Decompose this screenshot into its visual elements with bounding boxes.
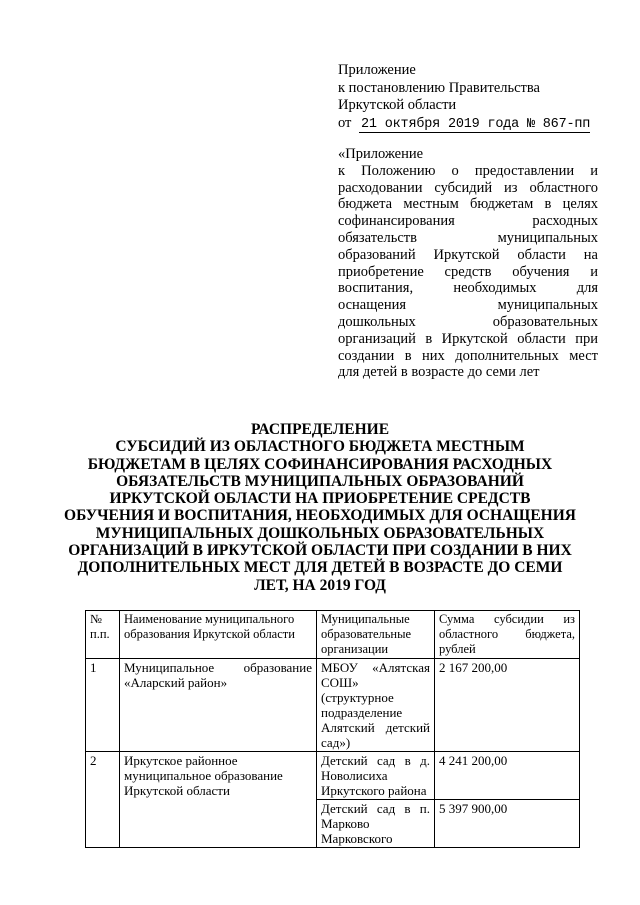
annex-line: дошкольных образовательных xyxy=(338,313,598,330)
row-sum: 2 167 200,00 xyxy=(435,659,580,752)
header-line: к постановлению Правительства xyxy=(338,79,540,96)
annex-line: обязательств муниципальных xyxy=(338,229,598,246)
annex-line: образований Иркутской области на xyxy=(338,246,598,263)
header-line: Иркутской области xyxy=(338,97,457,113)
subsidy-distribution-table xyxy=(85,610,580,848)
annex-line: бюджета местным бюджетам в целях xyxy=(338,196,598,213)
annex-line: приобретение средств обучения и xyxy=(338,263,598,280)
row-municipality: Иркутское районное муниципальное образование Иркутской области xyxy=(120,752,317,848)
annex-line: создании в них дополнительных мест xyxy=(338,347,598,364)
header-organizations: Муниципальные образовательные организации xyxy=(317,611,435,659)
row-sum: 5 397 900,00 xyxy=(435,800,580,848)
title-line: РАСПРЕДЕЛЕНИЕ xyxy=(250,421,390,438)
row-sum: 4 241 200,00 xyxy=(435,752,580,800)
title-line: ОРГАНИЗАЦИЙ В ИРКУТСКОЙ ОБЛАСТИ ПРИ СОЗДАНИИ В НИХ xyxy=(68,542,572,560)
table-row xyxy=(86,659,580,752)
header-num: № п.п. xyxy=(86,611,120,659)
annex-line: к Положению о предоставлении и xyxy=(338,162,598,179)
header-municipality: Наименование муниципального образования Иркутской области xyxy=(120,611,317,659)
annex-line: «Приложение xyxy=(338,146,424,162)
table-row xyxy=(86,752,580,800)
title-line: ЛЕТ, НА 2019 ГОД xyxy=(254,576,386,594)
annex-line: расходовании субсидий из областного xyxy=(338,179,598,196)
decree-date-value: 21 октября 2019 года № 867-пп xyxy=(361,116,591,132)
decree-date-line xyxy=(338,115,598,134)
row-organization: МБОУ «Алятская СОШ» (структурное подразделение Алятский детский сад») xyxy=(317,659,435,752)
document-title xyxy=(60,421,580,594)
annex-line: оснащения муниципальных xyxy=(338,297,598,314)
title-line: ОБУЧЕНИЯ И ВОСПИТАНИЯ, НЕОБХОДИМЫХ ДЛЯ ОСНАЩЕНИЯ xyxy=(64,507,576,525)
row-organization: Детский сад в п. Марково Марковского xyxy=(317,800,435,848)
header-subsidy-sum: Сумма субсидии из областного бюджета, рублей xyxy=(435,611,580,659)
table-header-row xyxy=(86,611,580,659)
row-num: 1 xyxy=(86,659,120,752)
header-line: Приложение xyxy=(338,62,416,78)
annex-line: организаций в Иркутской области при xyxy=(338,330,598,347)
title-line: СУБСИДИЙ ИЗ ОБЛАСТНОГО БЮДЖЕТА МЕСТНЫМ xyxy=(115,438,525,456)
annex-line: софинансирования расходных xyxy=(338,213,598,230)
row-municipality: Муниципальное образование «Аларский район» xyxy=(120,659,317,752)
title-line: БЮДЖЕТАМ В ЦЕЛЯХ СОФИНАНСИРОВАНИЯ РАСХОДНЫХ xyxy=(87,455,553,473)
annex-line: для детей в возрасте до семи лет xyxy=(338,364,540,381)
title-line: ИРКУТСКОЙ ОБЛАСТИ НА ПРИОБРЕТЕНИЕ СРЕДСТВ xyxy=(109,490,531,508)
row-organization: Детский сад в д. Новолисиха Иркутского района xyxy=(317,752,435,800)
row-num: 2 xyxy=(86,752,120,848)
title-line: ОБЯЗАТЕЛЬСТВ МУНИЦИПАЛЬНЫХ ОБРАЗОВАНИЙ xyxy=(116,472,524,490)
title-line: МУНИЦИПАЛЬНЫХ ДОШКОЛЬНЫХ ОБРАЗОВАТЕЛЬНЫХ xyxy=(95,524,545,542)
title-line: ДОПОЛНИТЕЛЬНЫХ МЕСТ ДЛЯ ДЕТЕЙ В ВОЗРАСТЕ ДО СЕМИ xyxy=(77,559,563,577)
decree-header xyxy=(338,62,598,133)
annex-line: воспитания, необходимых для xyxy=(338,280,598,297)
annex-reference xyxy=(338,146,598,381)
date-prefix: от xyxy=(338,114,352,131)
